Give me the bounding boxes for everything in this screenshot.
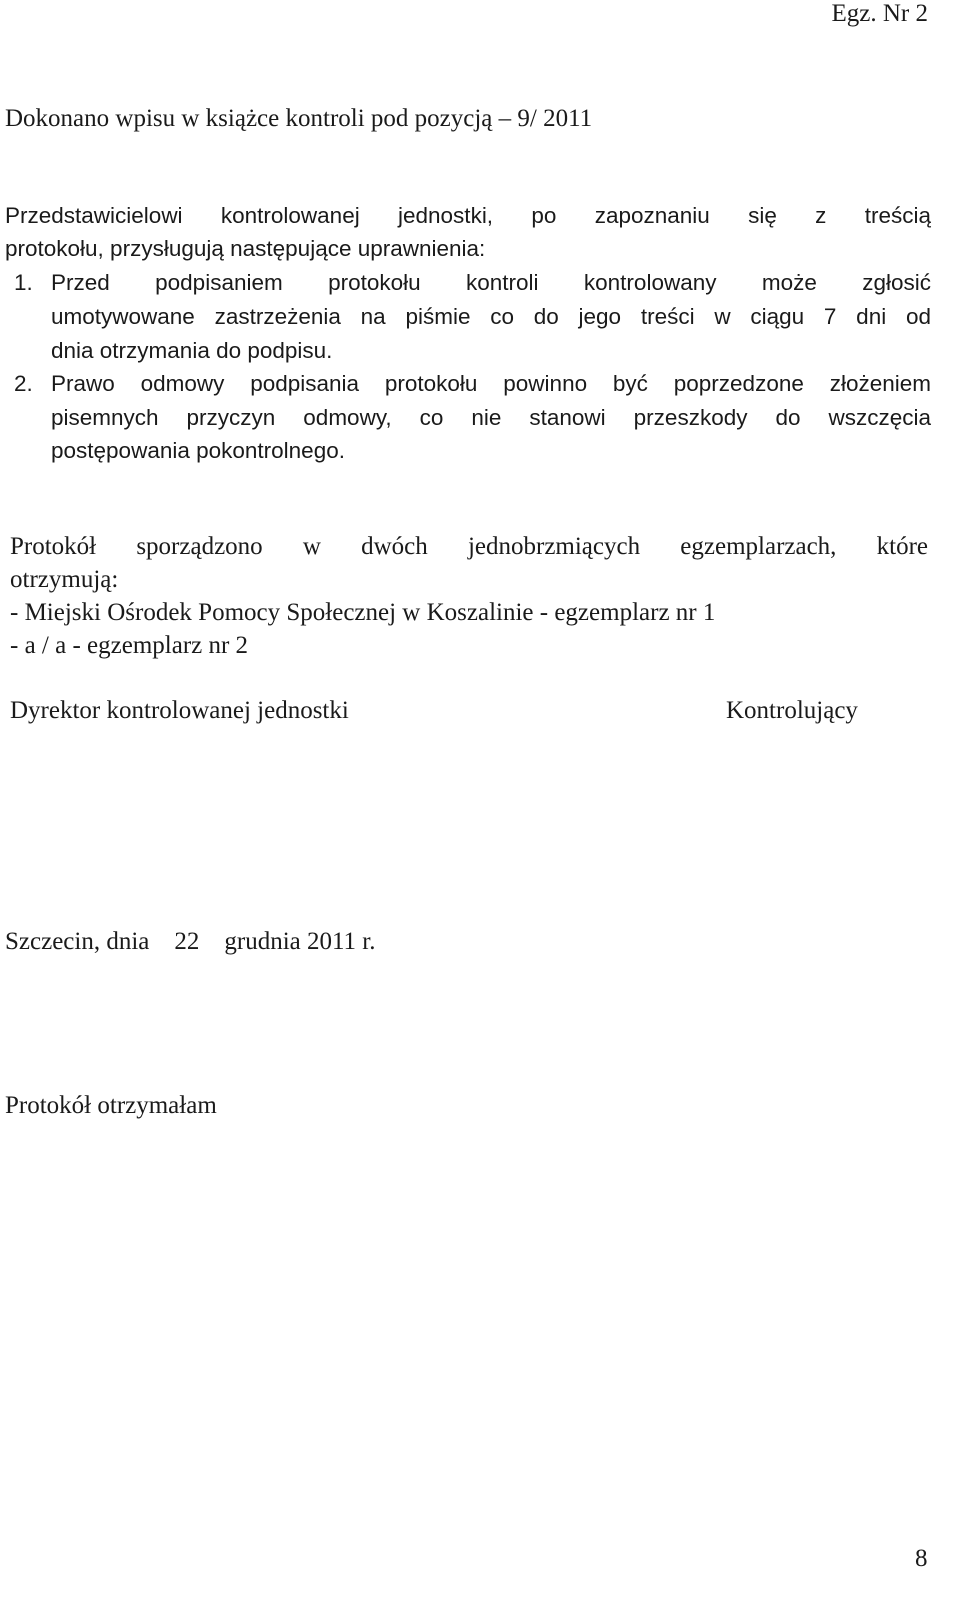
rights-item-1-line-2: umotywowane zastrzeżenia na piśmie co do jego treści w ciągu 7 dni od <box>51 304 931 329</box>
rights-intro-line-2: protokołu, przysługują następujące uprawnienia: <box>5 236 486 261</box>
control-book-entry: Dokonano wpisu w książce kontroli pod pozycją – 9/ 2011 <box>5 105 593 132</box>
page-number: 8 <box>915 1545 928 1572</box>
rights-item-1-line-3: dnia otrzymania do podpisu. <box>51 338 333 363</box>
recipient-2: - a / a - egzemplarz nr 2 <box>10 632 249 659</box>
rights-item-2-line-1: Prawo odmowy podpisania protokołu powinno być poprzedzone złożeniem <box>51 371 931 396</box>
rights-item-2-line-3: postępowania pokontrolnego. <box>51 438 345 463</box>
copy-number: Egz. Nr 2 <box>831 0 928 27</box>
director-signature-label: Dyrektor kontrolowanej jednostki <box>10 697 349 724</box>
recipient-1: - Miejski Ośrodek Pomocy Społecznej w Koszalinie - egzemplarz nr 1 <box>10 599 716 626</box>
rights-item-1-number: 1. <box>14 270 33 295</box>
rights-item-1-line-1: Przed podpisaniem protokołu kontroli kontrolowany może zgłosić <box>51 270 931 295</box>
copies-statement-line-1: Protokół sporządzono w dwóch jednobrzmiących egzemplarzach, które <box>10 533 928 560</box>
copies-statement-line-2: otrzymują: <box>10 566 119 593</box>
rights-intro-line-1: Przedstawicielowi kontrolowanej jednostki, po zapoznaniu się z treścią <box>5 203 931 228</box>
rights-item-2-number: 2. <box>14 371 33 396</box>
receipt-confirmation: Protokół otrzymałam <box>5 1092 217 1119</box>
rights-item-2-line-2: pisemnych przyczyn odmowy, co nie stanowi przeszkody do wszczęcia <box>51 405 931 430</box>
place-and-date: Szczecin, dnia 22 grudnia 2011 r. <box>5 928 376 955</box>
inspector-signature-label: Kontrolujący <box>726 697 858 724</box>
